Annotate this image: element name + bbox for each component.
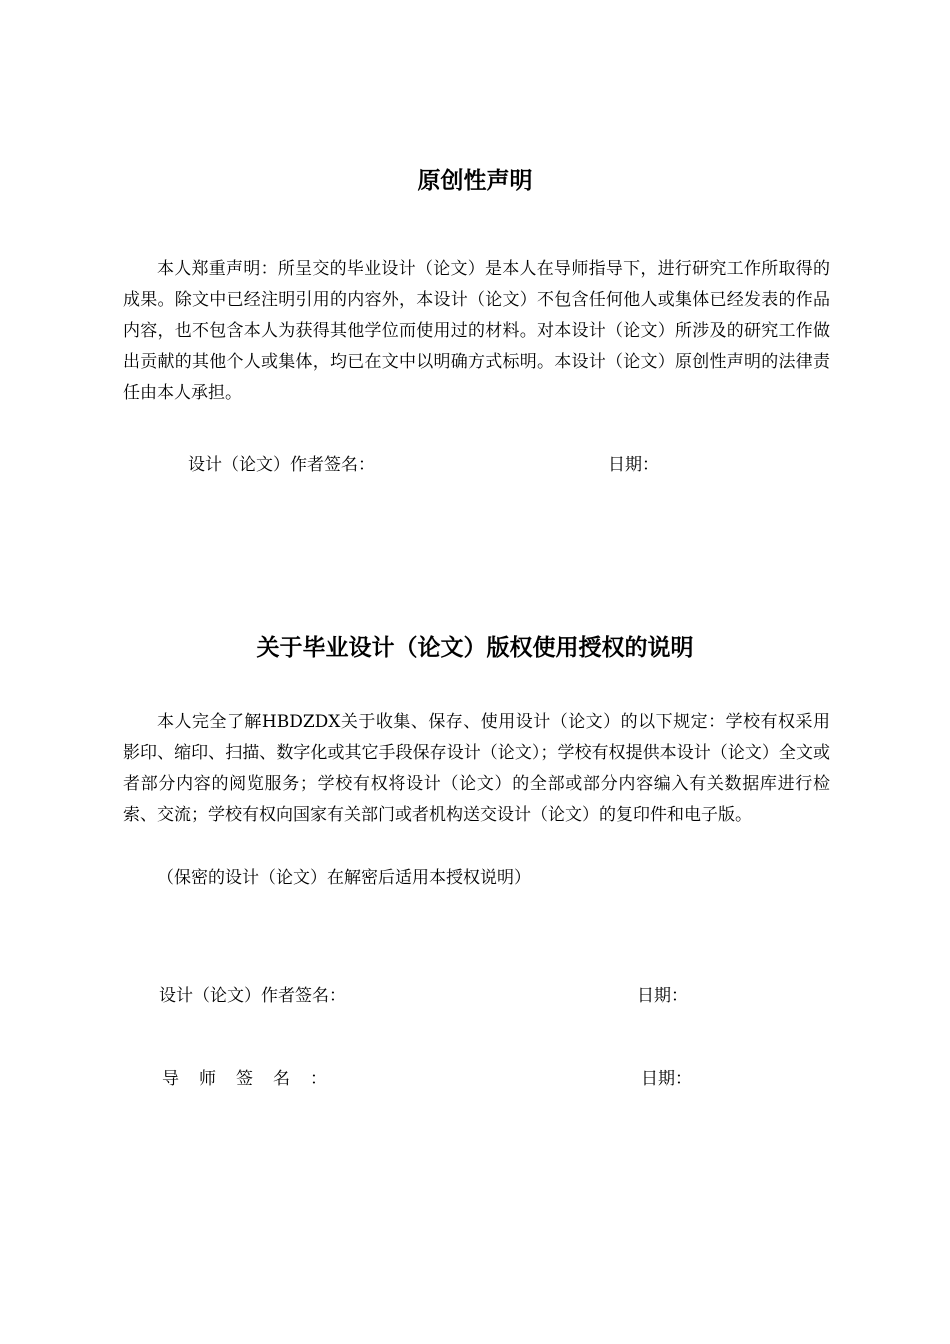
advisor-signature-label: 导师签名： <box>162 1069 347 1089</box>
authorization-title: 关于毕业设计（论文）版权使用授权的说明 <box>256 635 694 661</box>
declaration-title: 原创性声明 <box>417 168 533 194</box>
authorization-author-signature-label: 设计（论文）作者签名： <box>159 986 346 1006</box>
advisor-date-label: 日期： <box>641 1069 692 1089</box>
confidential-note: （保密的设计（论文）在解密后适用本授权说明） <box>157 868 531 888</box>
declaration-author-signature-label: 设计（论文）作者签名： <box>188 455 375 475</box>
declaration-date-label: 日期： <box>608 455 659 475</box>
authorization-author-date-label: 日期： <box>637 986 688 1006</box>
authorization-body: 本人完全了解HBDZDX关于收集、保存、使用设计（论文）的以下规定：学校有权采用影印、缩印、扫描、数字化或其它手段保存设计（论文）；学校有权提供本设计（论文）全文或者部分内容的阅览服务；学校有权将设计（论文）的全部或部分内容编入有关数据库进行检索、交流；学校有权向国家有关部门或者机构送交设计（论文）的复印件和电子版。 <box>123 712 830 825</box>
declaration-body: 本人郑重声明：所呈交的毕业设计（论文）是本人在导师指导下，进行研究工作所取得的成果。除文中已经注明引用的内容外，本设计（论文）不包含任何他人或集体已经发表的作品内容，也不包含本人为获得其他学位而使用过的材料。对本设计（论文）所涉及的研究工作做出贡献的其他个人或集体，均已在文中以明确方式标明。本设计（论文）原创性声明的法律责任由本人承担。 <box>123 259 830 403</box>
